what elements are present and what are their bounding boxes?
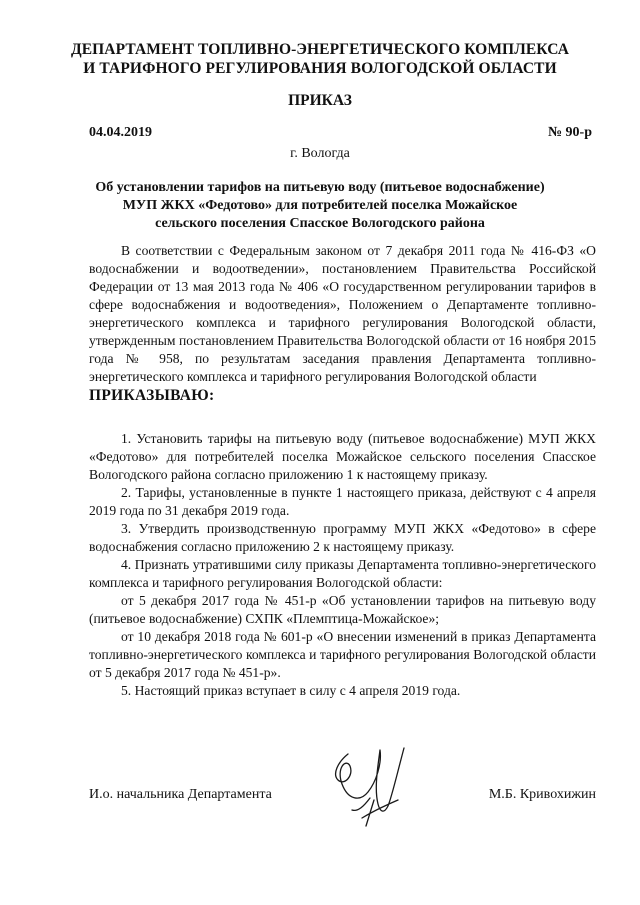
doc-type: ПРИКАЗ bbox=[288, 92, 352, 109]
order-item-2: 2. Тарифы, установленные в пункте 1 настоящего приказа, действуют с 4 апреля 2019 года по 31 декабря 2019 года. bbox=[89, 485, 596, 518]
title-line-2: МУП ЖКХ «Федотово» для потребителей поселка Можайское bbox=[122, 198, 518, 213]
title-line-3: сельского поселения Спасское Вологодского района bbox=[155, 216, 485, 231]
department-header bbox=[40, 40, 600, 78]
signatory-role: И.о. начальника Департамента bbox=[89, 787, 272, 802]
doc-number: № 90-р bbox=[547, 125, 592, 140]
title-line-1: Об установлении тарифов на питьевую воду (питьевое водоснабжение) bbox=[95, 180, 545, 195]
order-item-4-sub-2: от 10 декабря 2018 года № 601-р «О внесении изменений в приказ Департамента топливно-энергетического комплекса и тарифного регулирования Вологодской области от 5 декабря 2017 года № 451-р». bbox=[89, 629, 596, 680]
order-item-1: 1. Установить тарифы на питьевую воду (питьевое водоснабжение) МУП ЖКХ «Федотово» для потребителей поселка Можайское сельского поселения Спасское Вологодского района согласно приложению 1 к настоящему приказу. bbox=[89, 431, 596, 482]
order-item-4: 4. Признать утратившими силу приказы Департамента топливно-энергетического комплекса и тарифного регулирования Вологодской области: bbox=[89, 557, 596, 590]
preamble: В соответствии с Федеральным законом от 7 декабря 2011 года № 416-ФЗ «О водоснабжении и водоотведении», постановлением Правительства Российской Федерации от 13 мая 2013 года № 406 «О государственном регулировании тарифов в сфере водоснабжения и водоотведения», Положением о Департаменте топливно-энергетического комплекса и тарифного регулирования Вологодской области, утвержденным постановлением Правительства Вологодской области от 16 ноября 2015 года № 958, по результатам заседания правления Департамента топливно-энергетического комплекса и тарифного регулирования Вологодской области bbox=[89, 243, 596, 384]
doc-body bbox=[89, 242, 596, 700]
signatory-name: М.Б. Кривохижин bbox=[488, 787, 596, 802]
order-item-3: 3. Утвердить производственную программу МУП ЖКХ «Федотово» в сфере водоснабжения согласно приложению 2 к настоящему приказу. bbox=[89, 521, 596, 554]
order-item-4-sub-1: от 5 декабря 2017 года № 451-р «Об установлении тарифов на питьевую воду (питьевое водоснабжение) СХПК «Племптица-Можайское»; bbox=[89, 593, 596, 626]
department-line-1: ДЕПАРТАМЕНТ ТОПЛИВНО-ЭНЕРГЕТИЧЕСКОГО КОМПЛЕКСА bbox=[70, 41, 570, 58]
doc-date: 04.04.2019 bbox=[89, 125, 152, 140]
order-word: ПРИКАЗЫВАЮ: bbox=[89, 387, 215, 404]
handwritten-signature bbox=[318, 740, 410, 830]
doc-city: г. Вологда bbox=[290, 146, 350, 161]
department-line-2: И ТАРИФНОГО РЕГУЛИРОВАНИЯ ВОЛОГОДСКОЙ ОБЛАСТИ bbox=[83, 60, 557, 77]
order-item-5: 5. Настоящий приказ вступает в силу с 4 апреля 2019 года. bbox=[121, 683, 461, 698]
doc-title bbox=[60, 179, 580, 233]
